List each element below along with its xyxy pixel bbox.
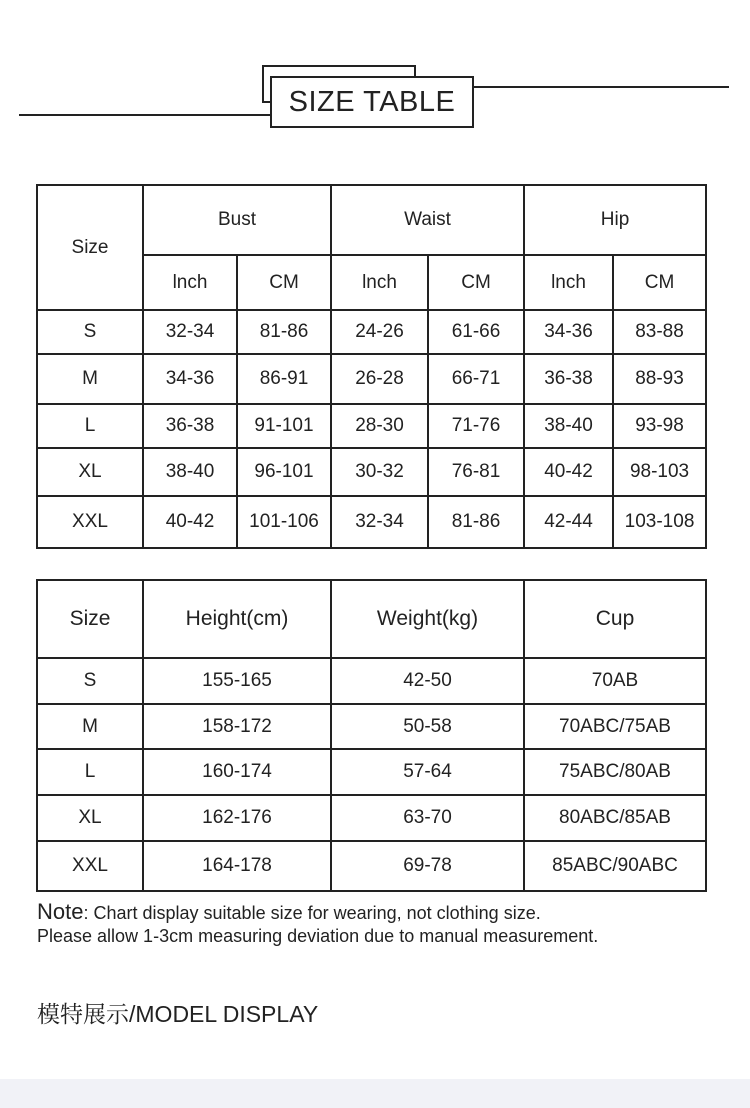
table-row — [37, 448, 706, 496]
note-text-2: Please allow 1-3cm measuring deviation due to manual measurement. — [37, 926, 599, 946]
header-waist: Waist — [331, 185, 524, 255]
table-row — [37, 496, 706, 548]
table-cell: 71-76 — [428, 404, 524, 448]
table-cell: 36-38 — [143, 404, 237, 448]
header-size: Size — [37, 185, 143, 310]
table-cell: 42-44 — [524, 496, 613, 548]
table-cell: 34-36 — [143, 354, 237, 404]
size-cell: S — [37, 310, 143, 354]
unit-bust-inch: lnch — [143, 255, 237, 310]
size-cell: XL — [37, 448, 143, 496]
page-title: SIZE TABLE — [270, 76, 474, 128]
header-bust: Bust — [143, 185, 331, 255]
table-cell: 103-108 — [613, 496, 706, 548]
model-display-heading: 模特展示/MODEL DISPLAY — [37, 1001, 319, 1027]
table-cell: 155-165 — [143, 658, 331, 704]
table-cell: 38-40 — [524, 404, 613, 448]
table-cell: 88-93 — [613, 354, 706, 404]
size-table-measurements — [36, 184, 707, 549]
table-row — [37, 404, 706, 448]
table-cell: 30-32 — [331, 448, 428, 496]
table-cell: 96-101 — [237, 448, 331, 496]
table-cell: 162-176 — [143, 795, 331, 841]
table-cell: 26-28 — [331, 354, 428, 404]
table-cell: 160-174 — [143, 749, 331, 795]
table-cell: 98-103 — [613, 448, 706, 496]
table-cell: 61-66 — [428, 310, 524, 354]
table-cell: 34-36 — [524, 310, 613, 354]
table-cell: 42-50 — [331, 658, 524, 704]
header-size: Size — [37, 580, 143, 658]
size-cell: L — [37, 749, 143, 795]
unit-bust-cm: CM — [237, 255, 331, 310]
table-cell: 40-42 — [143, 496, 237, 548]
size-cell: XXL — [37, 496, 143, 548]
table-row — [37, 704, 706, 749]
unit-hip-inch: lnch — [524, 255, 613, 310]
header-height: Height(cm) — [143, 580, 331, 658]
table-cell: 28-30 — [331, 404, 428, 448]
table-cell: 32-34 — [143, 310, 237, 354]
table-cell: 66-71 — [428, 354, 524, 404]
table-cell: 76-81 — [428, 448, 524, 496]
table-row — [37, 795, 706, 841]
table-cell: 86-91 — [237, 354, 331, 404]
size-cell: XXL — [37, 841, 143, 891]
table-row — [37, 354, 706, 404]
table-cell: 36-38 — [524, 354, 613, 404]
size-cell: M — [37, 354, 143, 404]
table-cell: 83-88 — [613, 310, 706, 354]
header-weight: Weight(kg) — [331, 580, 524, 658]
table-cell: 38-40 — [143, 448, 237, 496]
table-cell: 91-101 — [237, 404, 331, 448]
size-cell: XL — [37, 795, 143, 841]
table-cell: 80ABC/85AB — [524, 795, 706, 841]
table-cell: 40-42 — [524, 448, 613, 496]
table-cell: 81-86 — [428, 496, 524, 548]
table-cell: 93-98 — [613, 404, 706, 448]
footer-band — [0, 1079, 750, 1108]
size-cell: S — [37, 658, 143, 704]
size-cell: L — [37, 404, 143, 448]
table-cell: 85ABC/90ABC — [524, 841, 706, 891]
table-cell: 75ABC/80AB — [524, 749, 706, 795]
header-cup: Cup — [524, 580, 706, 658]
unit-hip-cm: CM — [613, 255, 706, 310]
table-cell: 101-106 — [237, 496, 331, 548]
note-text-1: : Chart display suitable size for wearing, not clothing size. — [83, 903, 541, 923]
unit-waist-cm: CM — [428, 255, 524, 310]
table-cell: 158-172 — [143, 704, 331, 749]
table-cell: 24-26 — [331, 310, 428, 354]
note-block — [37, 900, 598, 948]
header-rule-left — [19, 114, 301, 116]
unit-waist-inch: lnch — [331, 255, 428, 310]
table-cell: 63-70 — [331, 795, 524, 841]
size-table-body — [36, 579, 707, 892]
table-cell: 32-34 — [331, 496, 428, 548]
table-row — [37, 658, 706, 704]
table-cell: 50-58 — [331, 704, 524, 749]
note-line-1 — [37, 900, 598, 925]
table-cell: 69-78 — [331, 841, 524, 891]
note-label: Note — [37, 899, 84, 924]
table-cell: 57-64 — [331, 749, 524, 795]
table-row — [37, 310, 706, 354]
header-hip: Hip — [524, 185, 706, 255]
table-cell: 81-86 — [237, 310, 331, 354]
table-cell: 70ABC/75AB — [524, 704, 706, 749]
table-cell: 164-178 — [143, 841, 331, 891]
size-cell: M — [37, 704, 143, 749]
table-row — [37, 841, 706, 891]
table-cell: 70AB — [524, 658, 706, 704]
table-row — [37, 749, 706, 795]
